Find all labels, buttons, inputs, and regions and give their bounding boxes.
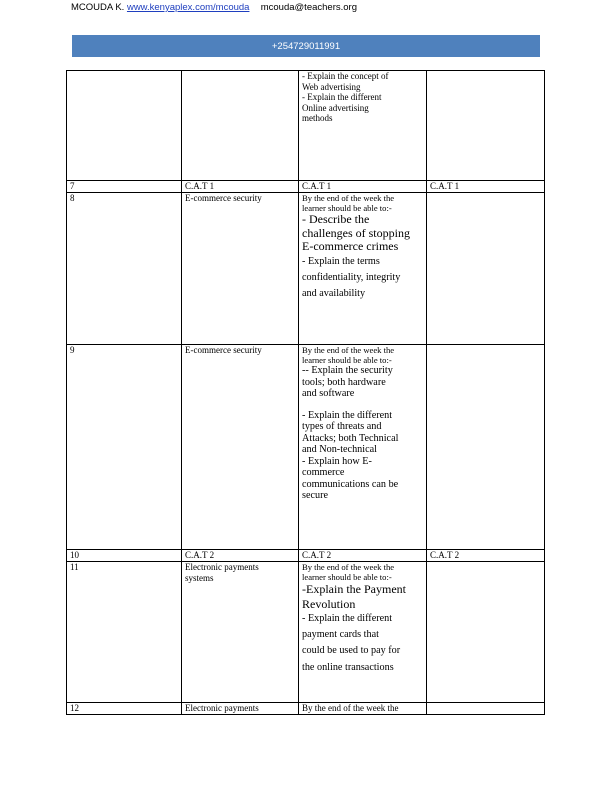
topic-cell: E-commerce security — [182, 193, 299, 345]
week-cell: 12 — [67, 703, 182, 715]
objectives-cell: By the end of the week the — [299, 703, 427, 715]
week-cell: 10 — [67, 550, 182, 562]
week-cell: 8 — [67, 193, 182, 345]
topic-cell: C.A.T 2 — [182, 550, 299, 562]
remarks-cell — [427, 71, 545, 181]
table-row — [67, 71, 545, 181]
table-row — [67, 550, 545, 562]
remarks-cell — [427, 193, 545, 345]
week-cell: 11 — [67, 562, 182, 703]
remarks-cell — [427, 562, 545, 703]
table-row — [67, 181, 545, 193]
remarks-cell — [427, 345, 545, 550]
topic-cell: C.A.T 1 — [182, 181, 299, 193]
objectives-cell: - Explain the concept of Web advertising - Explain the different Online advertising methods — [299, 71, 427, 181]
table-row — [67, 703, 545, 715]
table-row — [67, 345, 545, 550]
remarks-cell: C.A.T 2 — [427, 550, 545, 562]
table-row — [67, 193, 545, 345]
page-header — [71, 2, 357, 13]
phone-banner — [72, 35, 540, 57]
week-cell: 7 — [67, 181, 182, 193]
topic-cell: E-commerce security — [182, 345, 299, 550]
author-name: MCOUDA K. — [71, 2, 125, 13]
objectives-cell: By the end of the week the learner should be able to:- - Describe the challenges of stopping E-commerce crimes - Explain the terms confidentiality, integrity and availability — [299, 193, 427, 345]
objectives-cell: C.A.T 1 — [299, 181, 427, 193]
week-cell — [67, 71, 182, 181]
website-link[interactable]: www.kenyaplex.com/mcouda — [126, 2, 250, 13]
topic-cell — [182, 71, 299, 181]
scheme-of-work-table — [66, 70, 545, 715]
objectives-cell: C.A.T 2 — [299, 550, 427, 562]
topic-cell: Electronic payments — [182, 703, 299, 715]
table-row — [67, 562, 545, 703]
phone-number: +254729011991 — [271, 40, 341, 52]
objectives-cell: By the end of the week the learner should be able to:- -- Explain the security tools; both hardware and software - Explain the different types of threats and Attacks; both Technical and Non-technical - Explain how E- commerce communications can be secure — [299, 345, 427, 550]
objectives-cell: By the end of the week the learner should be able to:- -Explain the Payment Revolution - Explain the different payment cards that could be used to pay for the online transactions — [299, 562, 427, 703]
week-cell: 9 — [67, 345, 182, 550]
remarks-cell — [427, 703, 545, 715]
topic-cell: Electronic payments systems — [182, 562, 299, 703]
remarks-cell: C.A.T 1 — [427, 181, 545, 193]
email-text: mcouda@teachers.org — [260, 2, 357, 13]
